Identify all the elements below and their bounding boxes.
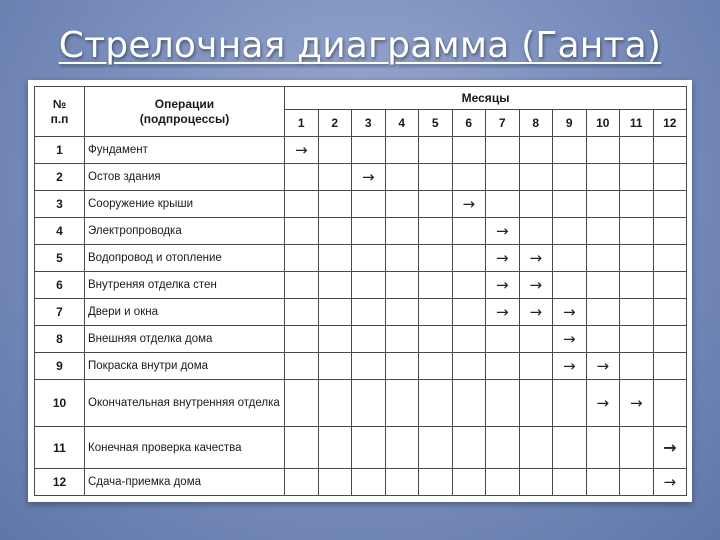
- month-cell-10: [586, 217, 620, 244]
- month-header-10: 10: [586, 110, 620, 137]
- arrow-right-icon: →: [495, 248, 509, 267]
- month-cell-2: [318, 190, 352, 217]
- arrow-right-icon: →: [596, 394, 610, 413]
- month-cell-5: [419, 352, 453, 379]
- arrow-right-icon: →: [495, 221, 509, 240]
- month-cell-10: [586, 325, 620, 352]
- month-cell-4: [385, 352, 419, 379]
- month-cell-2: [318, 217, 352, 244]
- month-cell-1: [285, 163, 319, 190]
- month-cell-4: [385, 271, 419, 298]
- header-operations: [85, 87, 285, 137]
- row-number: 7: [35, 298, 85, 325]
- month-cell-2: [318, 352, 352, 379]
- month-cell-12: [653, 137, 687, 164]
- month-cell-1: [285, 379, 319, 427]
- row-number: 8: [35, 325, 85, 352]
- month-cell-6: [452, 271, 486, 298]
- month-cell-12: [653, 190, 687, 217]
- month-cell-11: [620, 163, 654, 190]
- row-number: 5: [35, 244, 85, 271]
- month-cell-12: [653, 325, 687, 352]
- month-cell-6: [452, 244, 486, 271]
- month-cell-9: [553, 298, 587, 325]
- month-cell-11: [620, 298, 654, 325]
- month-cell-2: [318, 244, 352, 271]
- month-cell-11: [620, 352, 654, 379]
- month-cell-5: [419, 325, 453, 352]
- month-cell-1: [285, 468, 319, 495]
- month-cell-12: [653, 379, 687, 427]
- gantt-table-container: [28, 80, 692, 502]
- header-row-top: [35, 87, 687, 110]
- month-cell-6: [452, 325, 486, 352]
- month-cell-6: [452, 217, 486, 244]
- arrow-right-icon: →: [495, 275, 509, 294]
- row-number: 10: [35, 379, 85, 427]
- month-cell-8: [519, 137, 553, 164]
- month-cell-8: [519, 298, 553, 325]
- month-cell-7: [486, 271, 520, 298]
- operation-name: Двери и окна: [85, 298, 285, 325]
- month-cell-7: [486, 325, 520, 352]
- month-cell-5: [419, 271, 453, 298]
- month-cell-10: [586, 427, 620, 469]
- month-cell-3: [352, 379, 386, 427]
- month-cell-12: [653, 244, 687, 271]
- month-cell-5: [419, 379, 453, 427]
- month-cell-7: [486, 163, 520, 190]
- month-cell-4: [385, 468, 419, 495]
- arrow-right-icon: →: [629, 394, 643, 413]
- month-cell-9: [553, 379, 587, 427]
- month-cell-7: [486, 298, 520, 325]
- month-header-7: 7: [486, 110, 520, 137]
- month-cell-8: [519, 217, 553, 244]
- operation-name: Конечная проверка качества: [85, 427, 285, 469]
- gantt-body: [35, 137, 687, 496]
- month-cell-9: [553, 244, 587, 271]
- month-header-9: 9: [553, 110, 587, 137]
- month-cell-8: [519, 468, 553, 495]
- month-cell-8: [519, 352, 553, 379]
- month-cell-3: [352, 190, 386, 217]
- month-cell-1: [285, 190, 319, 217]
- month-cell-7: [486, 352, 520, 379]
- month-cell-5: [419, 427, 453, 469]
- month-cell-8: [519, 427, 553, 469]
- arrow-right-icon: →: [361, 167, 375, 186]
- month-cell-12: [653, 217, 687, 244]
- operation-name: Внешняя отделка дома: [85, 325, 285, 352]
- month-cell-7: [486, 427, 520, 469]
- table-row: [35, 468, 687, 495]
- table-row: [35, 271, 687, 298]
- month-cell-5: [419, 468, 453, 495]
- month-cell-9: [553, 137, 587, 164]
- arrow-right-icon: →: [529, 275, 543, 294]
- month-header-8: 8: [519, 110, 553, 137]
- arrow-right-icon: →: [562, 329, 576, 348]
- month-cell-9: [553, 217, 587, 244]
- month-cell-5: [419, 137, 453, 164]
- month-cell-4: [385, 163, 419, 190]
- operation-name: Внутреняя отделка стен: [85, 271, 285, 298]
- arrow-right-icon: →: [495, 302, 509, 321]
- month-cell-8: [519, 271, 553, 298]
- header-months: Месяцы: [285, 87, 687, 110]
- month-cell-10: [586, 379, 620, 427]
- month-cell-7: [486, 244, 520, 271]
- arrow-right-icon: →: [462, 194, 476, 213]
- operation-name: Водопровод и отопление: [85, 244, 285, 271]
- month-cell-9: [553, 190, 587, 217]
- month-cell-8: [519, 163, 553, 190]
- month-header-11: 11: [620, 110, 654, 137]
- month-cell-6: [452, 468, 486, 495]
- month-cell-11: [620, 468, 654, 495]
- month-cell-11: [620, 137, 654, 164]
- month-cell-9: [553, 271, 587, 298]
- operation-name: Покраска внутри дома: [85, 352, 285, 379]
- table-row: [35, 217, 687, 244]
- operation-name: Сдача-приемка дома: [85, 468, 285, 495]
- month-cell-8: [519, 379, 553, 427]
- month-cell-12: [653, 427, 687, 469]
- month-cell-3: [352, 352, 386, 379]
- month-cell-2: [318, 271, 352, 298]
- arrow-right-icon: →: [562, 302, 576, 321]
- month-cell-2: [318, 325, 352, 352]
- month-cell-3: [352, 427, 386, 469]
- month-header-12: 12: [653, 110, 687, 137]
- month-cell-4: [385, 137, 419, 164]
- header-num: [35, 87, 85, 137]
- row-number: 9: [35, 352, 85, 379]
- arrow-right-icon: →: [529, 302, 543, 321]
- operation-name: Остов здания: [85, 163, 285, 190]
- month-header-6: 6: [452, 110, 486, 137]
- operation-name: Фундамент: [85, 137, 285, 164]
- table-row: [35, 163, 687, 190]
- slide-title: Стрелочная диаграмма (Ганта): [58, 25, 662, 66]
- month-cell-1: [285, 325, 319, 352]
- month-cell-12: [653, 468, 687, 495]
- month-cell-11: [620, 325, 654, 352]
- header-op-line2: (подпроцессы): [139, 111, 230, 126]
- table-row: [35, 190, 687, 217]
- month-cell-1: [285, 427, 319, 469]
- month-cell-2: [318, 137, 352, 164]
- row-number: 1: [35, 137, 85, 164]
- month-cell-1: [285, 271, 319, 298]
- month-cell-9: [553, 352, 587, 379]
- table-row: [35, 298, 687, 325]
- month-cell-6: [452, 190, 486, 217]
- month-cell-10: [586, 137, 620, 164]
- month-cell-12: [653, 271, 687, 298]
- month-cell-8: [519, 190, 553, 217]
- month-cell-1: [285, 217, 319, 244]
- header-num-line1: №: [52, 96, 67, 111]
- month-cell-3: [352, 325, 386, 352]
- month-cell-10: [586, 271, 620, 298]
- month-cell-2: [318, 427, 352, 469]
- month-cell-6: [452, 427, 486, 469]
- header-num-line2: п.п: [50, 111, 69, 126]
- operation-name: Электропроводка: [85, 217, 285, 244]
- operation-name: Окончательная внутренняя отделка: [85, 379, 285, 427]
- gantt-table: [34, 86, 687, 496]
- month-header-2: 2: [318, 110, 352, 137]
- month-cell-3: [352, 137, 386, 164]
- month-cell-10: [586, 468, 620, 495]
- month-header-3: 3: [352, 110, 386, 137]
- month-cell-10: [586, 163, 620, 190]
- operation-name: Сооружение крыши: [85, 190, 285, 217]
- month-cell-5: [419, 190, 453, 217]
- month-cell-4: [385, 298, 419, 325]
- row-number: 2: [35, 163, 85, 190]
- arrow-right-icon: →: [663, 438, 677, 458]
- table-row: [35, 379, 687, 427]
- month-cell-11: [620, 190, 654, 217]
- month-cell-9: [553, 325, 587, 352]
- month-cell-3: [352, 217, 386, 244]
- month-header-1: 1: [285, 110, 319, 137]
- month-cell-10: [586, 298, 620, 325]
- month-cell-12: [653, 298, 687, 325]
- month-cell-5: [419, 163, 453, 190]
- month-cell-7: [486, 190, 520, 217]
- row-number: 12: [35, 468, 85, 495]
- month-cell-7: [486, 137, 520, 164]
- month-cell-4: [385, 244, 419, 271]
- table-row: [35, 427, 687, 469]
- month-cell-1: [285, 137, 319, 164]
- month-cell-4: [385, 427, 419, 469]
- month-cell-4: [385, 217, 419, 244]
- month-cell-3: [352, 298, 386, 325]
- month-cell-8: [519, 244, 553, 271]
- month-cell-5: [419, 298, 453, 325]
- month-cell-9: [553, 468, 587, 495]
- month-cell-6: [452, 379, 486, 427]
- row-number: 6: [35, 271, 85, 298]
- month-cell-5: [419, 217, 453, 244]
- month-cell-1: [285, 244, 319, 271]
- month-cell-2: [318, 468, 352, 495]
- month-cell-9: [553, 427, 587, 469]
- month-cell-10: [586, 352, 620, 379]
- month-cell-6: [452, 352, 486, 379]
- month-cell-6: [452, 163, 486, 190]
- month-cell-11: [620, 379, 654, 427]
- month-cell-8: [519, 325, 553, 352]
- month-cell-12: [653, 352, 687, 379]
- month-cell-3: [352, 468, 386, 495]
- month-cell-10: [586, 244, 620, 271]
- header-op-line1: Операции: [154, 96, 215, 111]
- table-row: [35, 244, 687, 271]
- row-number: 11: [35, 427, 85, 469]
- month-cell-4: [385, 325, 419, 352]
- month-cell-2: [318, 163, 352, 190]
- arrow-right-icon: →: [562, 356, 576, 375]
- month-cell-5: [419, 244, 453, 271]
- month-cell-3: [352, 244, 386, 271]
- row-number: 3: [35, 190, 85, 217]
- month-cell-10: [586, 190, 620, 217]
- month-cell-7: [486, 217, 520, 244]
- table-row: [35, 137, 687, 164]
- arrow-right-icon: →: [596, 356, 610, 375]
- month-cell-11: [620, 217, 654, 244]
- table-row: [35, 325, 687, 352]
- month-cell-1: [285, 298, 319, 325]
- month-cell-2: [318, 379, 352, 427]
- arrow-right-icon: →: [529, 248, 543, 267]
- month-cell-6: [452, 298, 486, 325]
- row-number: 4: [35, 217, 85, 244]
- month-cell-11: [620, 427, 654, 469]
- arrow-right-icon: →: [663, 472, 677, 491]
- month-cell-7: [486, 468, 520, 495]
- month-header-5: 5: [419, 110, 453, 137]
- month-cell-11: [620, 244, 654, 271]
- month-cell-3: [352, 163, 386, 190]
- month-cell-6: [452, 137, 486, 164]
- arrow-right-icon: →: [294, 140, 308, 159]
- month-cell-12: [653, 163, 687, 190]
- month-cell-9: [553, 163, 587, 190]
- month-cell-1: [285, 352, 319, 379]
- month-cell-2: [318, 298, 352, 325]
- table-row: [35, 352, 687, 379]
- month-cell-4: [385, 379, 419, 427]
- month-cell-7: [486, 379, 520, 427]
- month-cell-3: [352, 271, 386, 298]
- month-cell-11: [620, 271, 654, 298]
- month-cell-4: [385, 190, 419, 217]
- month-header-4: 4: [385, 110, 419, 137]
